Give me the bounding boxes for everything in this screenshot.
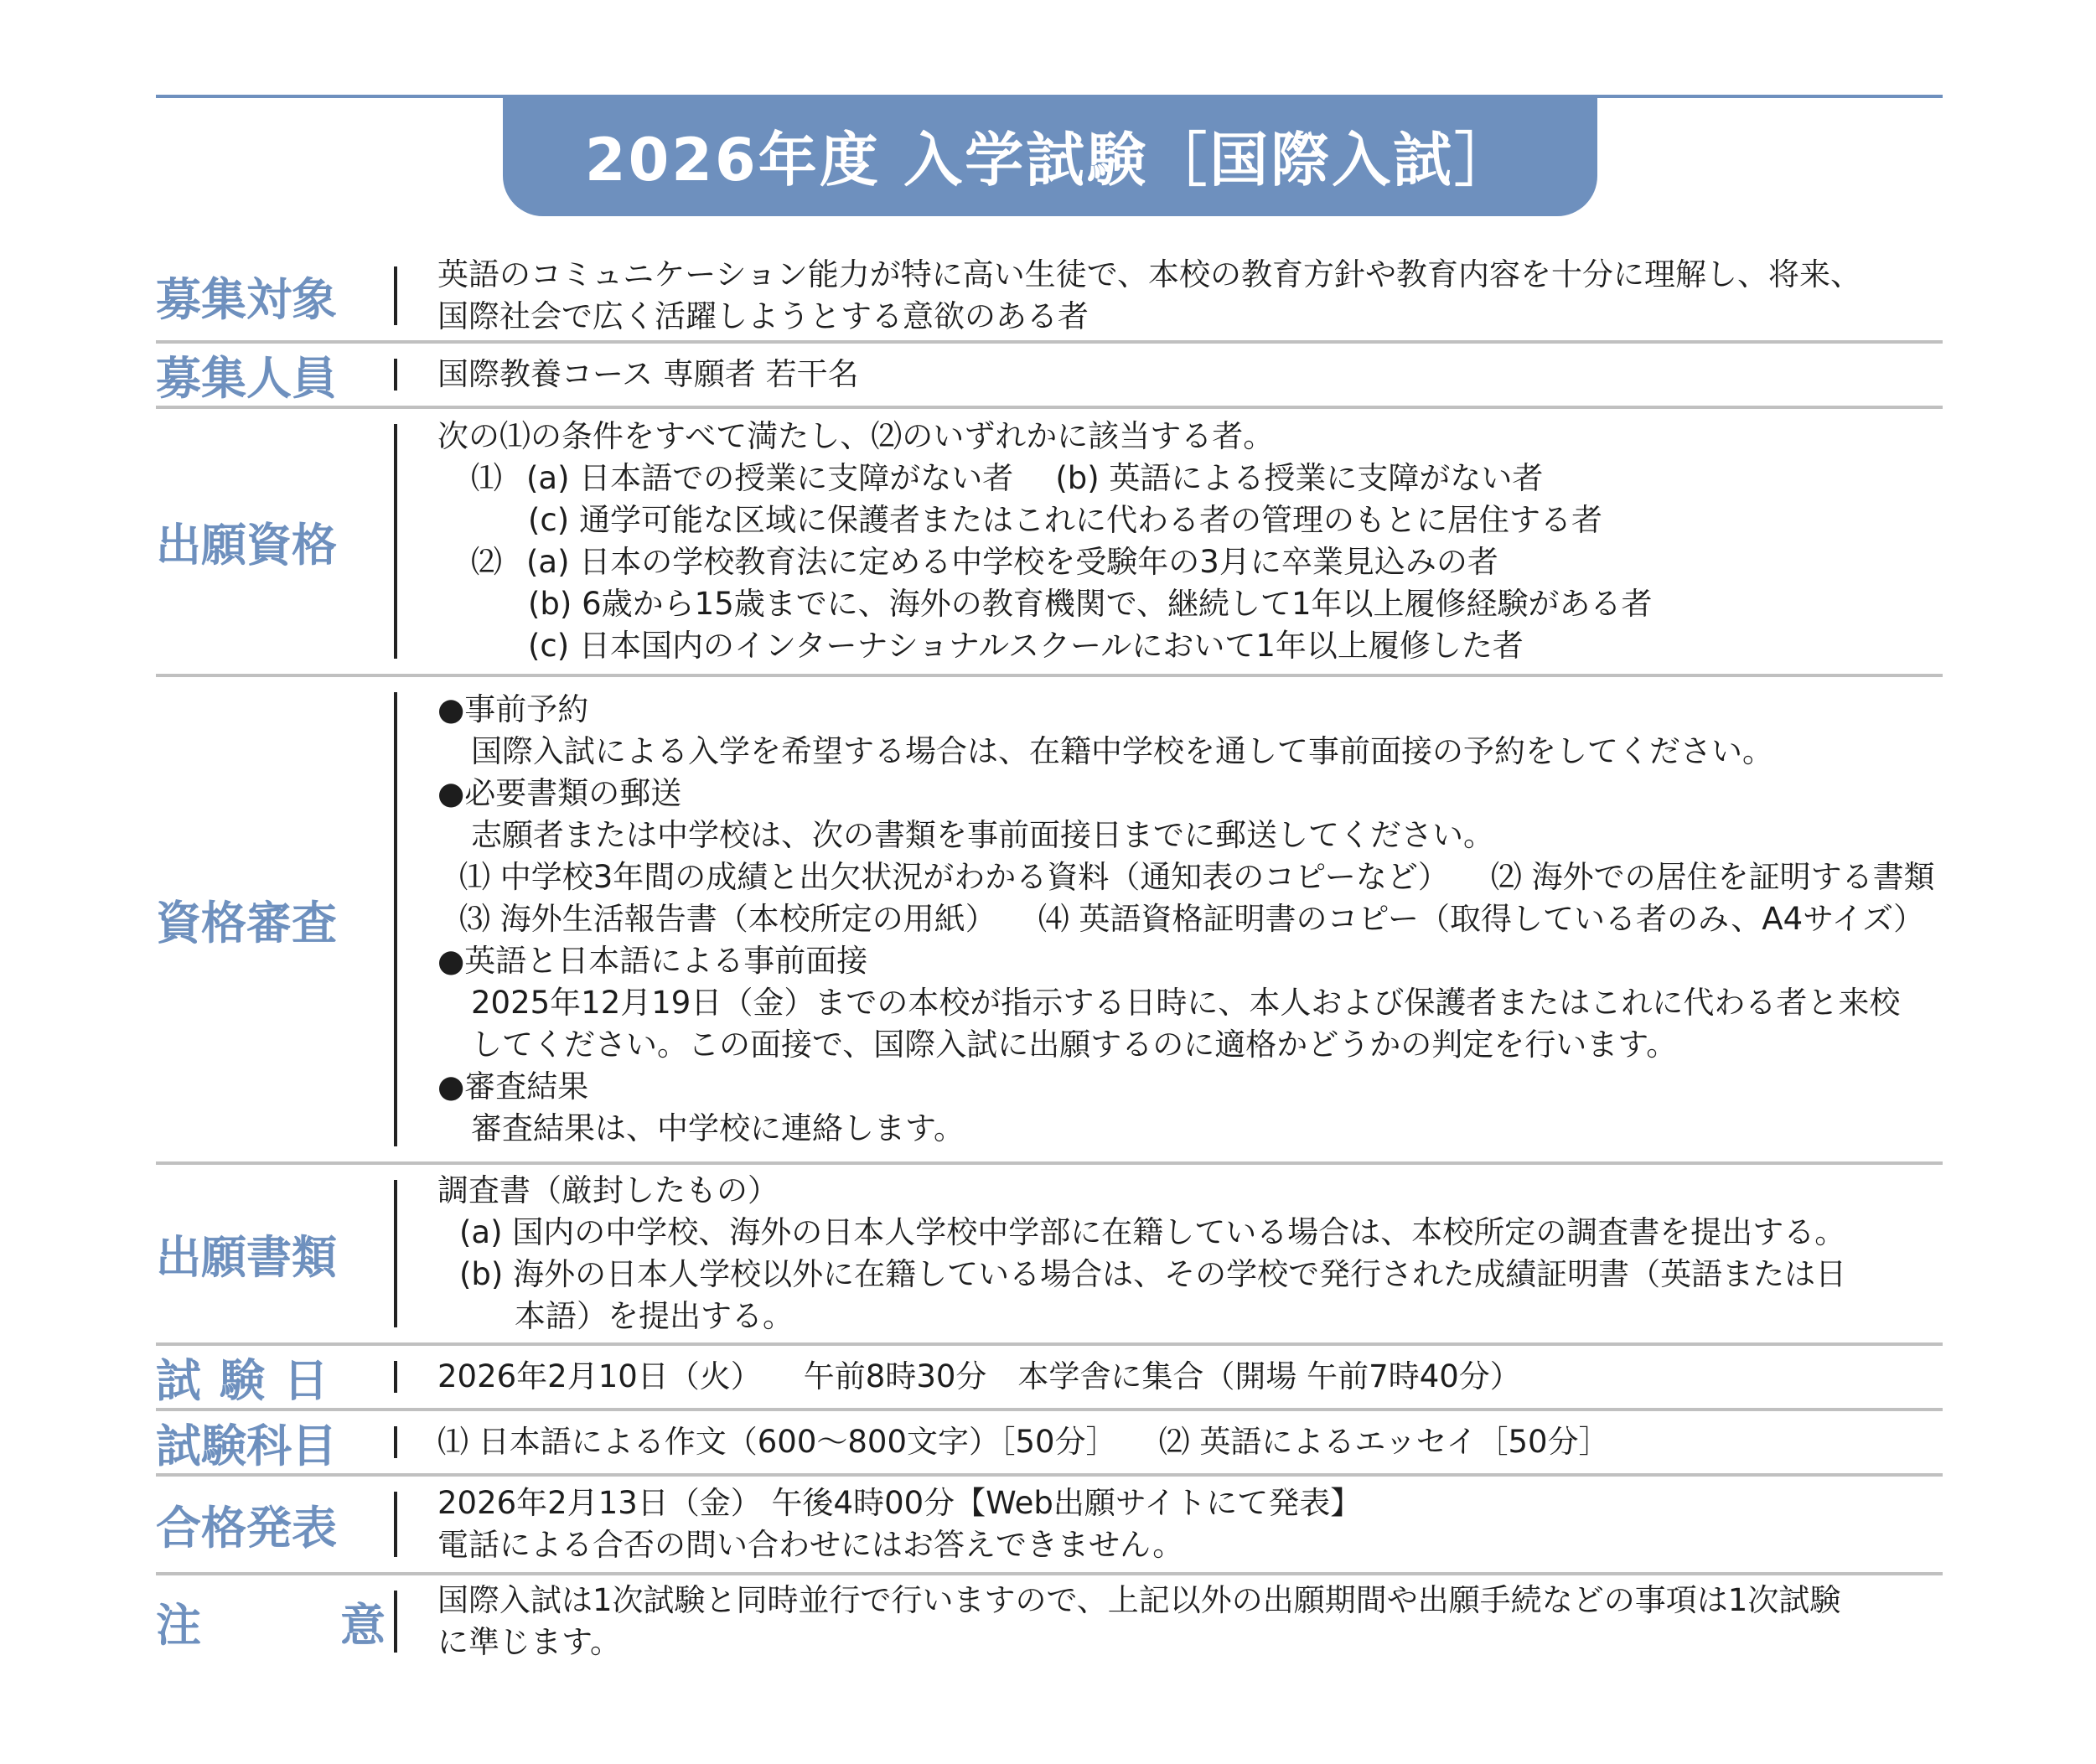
condition-item: (c) 日本国内のインターナショナルスクールにおいて1年以上履修した者 <box>528 628 1524 664</box>
row-subjects <box>156 1411 1943 1477</box>
text-line <box>437 1356 1943 1398</box>
condition-2 <box>437 541 1943 583</box>
row-label-eligibility: 出願資格 <box>156 518 337 572</box>
document-item: ⑴ 中学校3年間の成績と出欠状況がわかる資料（通知表のコピーなど） <box>459 859 1449 895</box>
exam-date: 2026年2月10日（火） <box>437 1358 762 1394</box>
section-heading: ●事前予約 <box>437 691 589 727</box>
text-line: 2026年2月13日（金） 午後4時00分【Web出願サイトにて発表】 <box>437 1485 1362 1521</box>
text-line: してください。この面接で、国際入試に出願するのに適格かどうかの判定を行います。 <box>471 1027 1678 1063</box>
text-line: に準じます。 <box>437 1624 622 1660</box>
text-line: 英語のコミュニケーション能力が特に高い生徒で、本校の教育方針や教育内容を十分に理解し、将来、 <box>437 256 1862 292</box>
text-line <box>437 1421 1943 1463</box>
text-line: 国際入試は1次試験と同時並行で行いますので、上記以外の出願期間や出願手続などの事項は1次試験 <box>437 1582 1841 1618</box>
row-label-target: 募集対象 <box>156 272 337 326</box>
row-label-capacity: 募集人員 <box>156 351 337 405</box>
section-heading: ●必要書類の郵送 <box>437 775 682 811</box>
row-target <box>156 251 1943 344</box>
text-line: (a) 国内の中学校、海外の日本人学校中学部に在籍している場合は、本校所定の調査書を提出する。 <box>459 1214 1846 1250</box>
condition-item: (b) 英語による授業に支障がない者 <box>1055 460 1544 496</box>
row-content-subjects <box>397 1421 1943 1463</box>
row-eligibility <box>156 409 1943 677</box>
text-line: 2025年12月19日（金）までの本校が指示する日時に、本人および保護者またはこれに代わる者と来校 <box>471 985 1901 1021</box>
document-item: ⑷ 英語資格証明書のコピー（取得している者のみ、A4サイズ） <box>1038 901 1925 937</box>
row-results <box>156 1477 1943 1575</box>
row-content-notes <box>397 1582 1943 1660</box>
row-content-documents <box>397 1172 1943 1334</box>
row-content-capacity <box>397 354 1943 396</box>
row-label-exam-date: 試験日 <box>156 1353 347 1407</box>
text-line: 電話による合否の問い合わせにはお答えできません。 <box>437 1527 1184 1563</box>
condition-item: (a) 日本語での授業に支障がない者 <box>526 460 1014 496</box>
row-label-results: 合格発表 <box>156 1501 337 1554</box>
text-line: 本語）を提出する。 <box>515 1298 794 1334</box>
page-title: 2026年度 入学試験［国際入試］ <box>503 95 1597 216</box>
section-heading: ●審査結果 <box>437 1068 589 1104</box>
label-char: 注 <box>156 1598 201 1652</box>
row-content-target <box>397 256 1943 334</box>
document-list <box>437 898 1943 940</box>
text-line: 調査書（厳封したもの） <box>437 1172 779 1208</box>
row-label-subjects: 試験科目 <box>156 1419 337 1472</box>
row-notes <box>156 1575 1943 1668</box>
row-capacity <box>156 344 1943 409</box>
condition-item: (a) 日本の学校教育法に定める中学校を受験年の3月に卒業見込みの者 <box>526 544 1498 580</box>
text-line: 国際教養コース 専願者 若干名 <box>437 356 859 392</box>
row-content-results <box>397 1487 1943 1562</box>
text-line: (b) 海外の日本人学校以外に在籍している場合は、その学校で発行された成績証明書（英語または日 <box>459 1256 1847 1292</box>
row-label-notes <box>156 1586 394 1658</box>
subject-item: ⑴ 日本語による作文（600〜800文字）［50分］ <box>437 1424 1117 1460</box>
row-exam-date <box>156 1346 1943 1411</box>
label-char: 意 <box>340 1598 386 1652</box>
condition-number: ⑴ <box>471 460 502 496</box>
text-line: 審査結果は、中学校に連絡します。 <box>471 1110 965 1146</box>
document-item: ⑵ 海外での居住を証明する書類 <box>1490 859 1935 895</box>
subject-item: ⑵ 英語によるエッセイ［50分］ <box>1158 1424 1610 1460</box>
condition-number: ⑵ <box>471 544 502 580</box>
row-screening <box>156 677 1943 1165</box>
row-content-exam-date <box>397 1356 1943 1398</box>
text-line: 次の⑴の条件をすべて満たし、⑵のいずれかに該当する者。 <box>437 418 1275 454</box>
condition-1 <box>437 458 1943 499</box>
row-label-documents: 出願書類 <box>156 1230 337 1284</box>
row-content-eligibility <box>397 419 1943 664</box>
document-item: ⑶ 海外生活報告書（本校所定の用紙） <box>459 901 996 937</box>
section-heading: ●英語と日本語による事前面接 <box>437 943 868 979</box>
text-line: 国際社会で広く活躍しようとする意欲のある者 <box>437 298 1089 334</box>
text-line: 国際入試による入学を希望する場合は、在籍中学校を通して事前面接の予約をしてください。 <box>471 733 1773 769</box>
condition-item: (c) 通学可能な区域に保護者またはこれに代わる者の管理のもとに居住する者 <box>528 502 1602 538</box>
info-table <box>156 251 1943 1668</box>
text-line: 志願者または中学校は、次の書類を事前面接日までに郵送してください。 <box>471 817 1494 853</box>
row-documents <box>156 1165 1943 1346</box>
document-list <box>437 856 1943 898</box>
condition-item: (b) 6歳から15歳までに、海外の教育機関で、継続して1年以上履修経験がある者 <box>528 586 1653 622</box>
row-content-screening <box>397 687 1943 1151</box>
exam-time: 午前8時30分 本学舎に集合（開場 午前7時40分） <box>803 1358 1521 1394</box>
row-label-screening: 資格審査 <box>156 896 337 949</box>
